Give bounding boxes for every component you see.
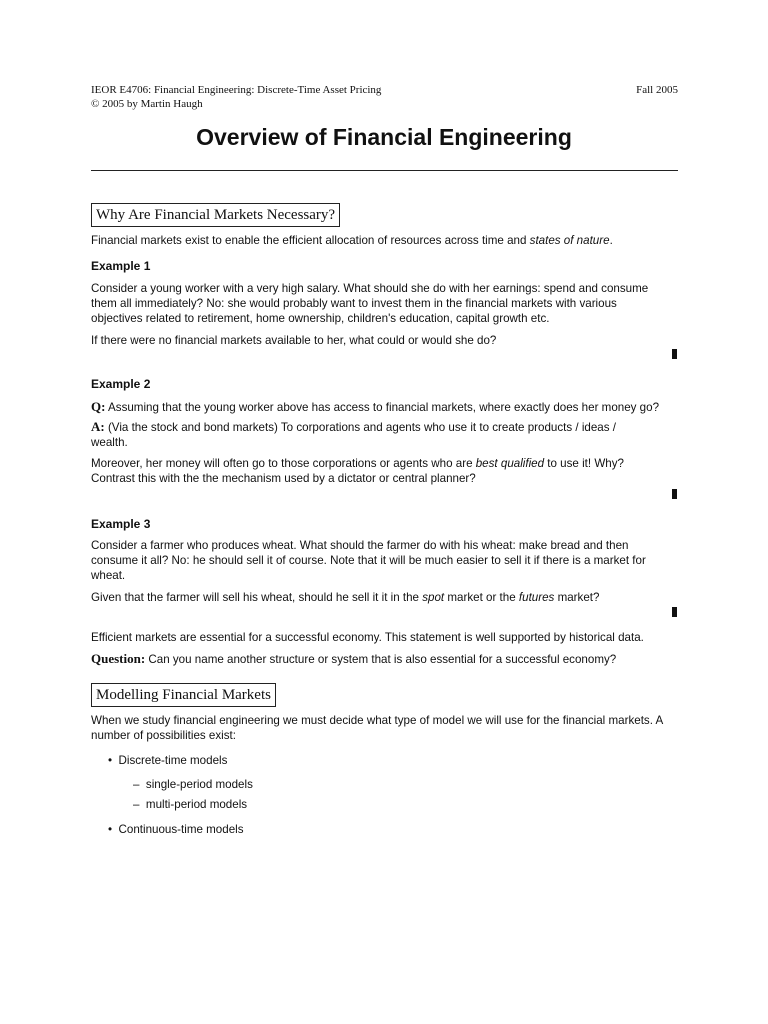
section-heading-modelling: Modelling Financial Markets xyxy=(91,683,276,707)
example3-paragraph: Consider a farmer who produces wheat. What should the farmer do with his wheat: make bread and then consume it all? No: he should sell it of course. Note that it will be much easier to sell it if there is a market for wheat. xyxy=(91,539,646,582)
end-of-example-marker xyxy=(672,607,677,617)
end-of-example-marker xyxy=(672,489,677,499)
efficient-markets-statement: Efficient markets are essential for a successful economy. This statement is well supported by historical data. xyxy=(91,631,644,644)
example1-label: Example 1 xyxy=(91,259,151,273)
example2-answer: A: (Via the stock and bond markets) To corporations and agents who use it to create products / ideas / wealth. xyxy=(91,419,616,449)
page-title: Overview of Financial Engineering xyxy=(196,124,572,150)
section2-intro: When we study financial engineering we must decide what type of model we will use for the financial markets. A number of possibilities exist: xyxy=(91,714,664,742)
example3-question: Given that the farmer will sell his wheat, should he sell it it in the spot market or the futures market? xyxy=(91,591,600,604)
list-item: – single-period models xyxy=(133,778,253,791)
example1-paragraph: Consider a young worker with a very high salary. What should she do with her earnings: spend and consume them all immediately? No: she would probably want to invest them in the financial markets with various objectives related to retirement, home ownership, children's education, capital growth etc. xyxy=(91,282,649,325)
closing-question: Question: Can you name another structure or system that is also essential for a successful economy? xyxy=(91,651,617,666)
example2-question: Q: Assuming that the young worker above has access to financial markets, where exactly does her money go? xyxy=(91,399,660,414)
list-item: • Discrete-time models xyxy=(108,754,228,767)
course-header: IEOR E4706: Financial Engineering: Discrete-Time Asset Pricing xyxy=(91,84,382,96)
example2-moreover: Moreover, her money will often go to those corporations or agents who are best qualified to use it! Why? Contrast this with the the mechanism used by a dictator or central planner? xyxy=(91,457,624,485)
copyright-line: © 2005 by Martin Haugh xyxy=(91,98,203,110)
list-item: – multi-period models xyxy=(133,798,248,811)
section-heading-why-markets: Why Are Financial Markets Necessary? xyxy=(91,203,340,227)
list-item: • Continuous-time models xyxy=(108,823,244,836)
example3-label: Example 3 xyxy=(91,517,151,531)
title-rule xyxy=(91,170,678,171)
example1-question: If there were no financial markets available to her, what could or would she do? xyxy=(91,334,497,347)
term-label: Fall 2005 xyxy=(636,84,678,96)
example2-label: Example 2 xyxy=(91,377,151,391)
section1-intro: Financial markets exist to enable the efficient allocation of resources across time and states of nature. xyxy=(91,234,613,247)
end-of-example-marker xyxy=(672,349,677,359)
